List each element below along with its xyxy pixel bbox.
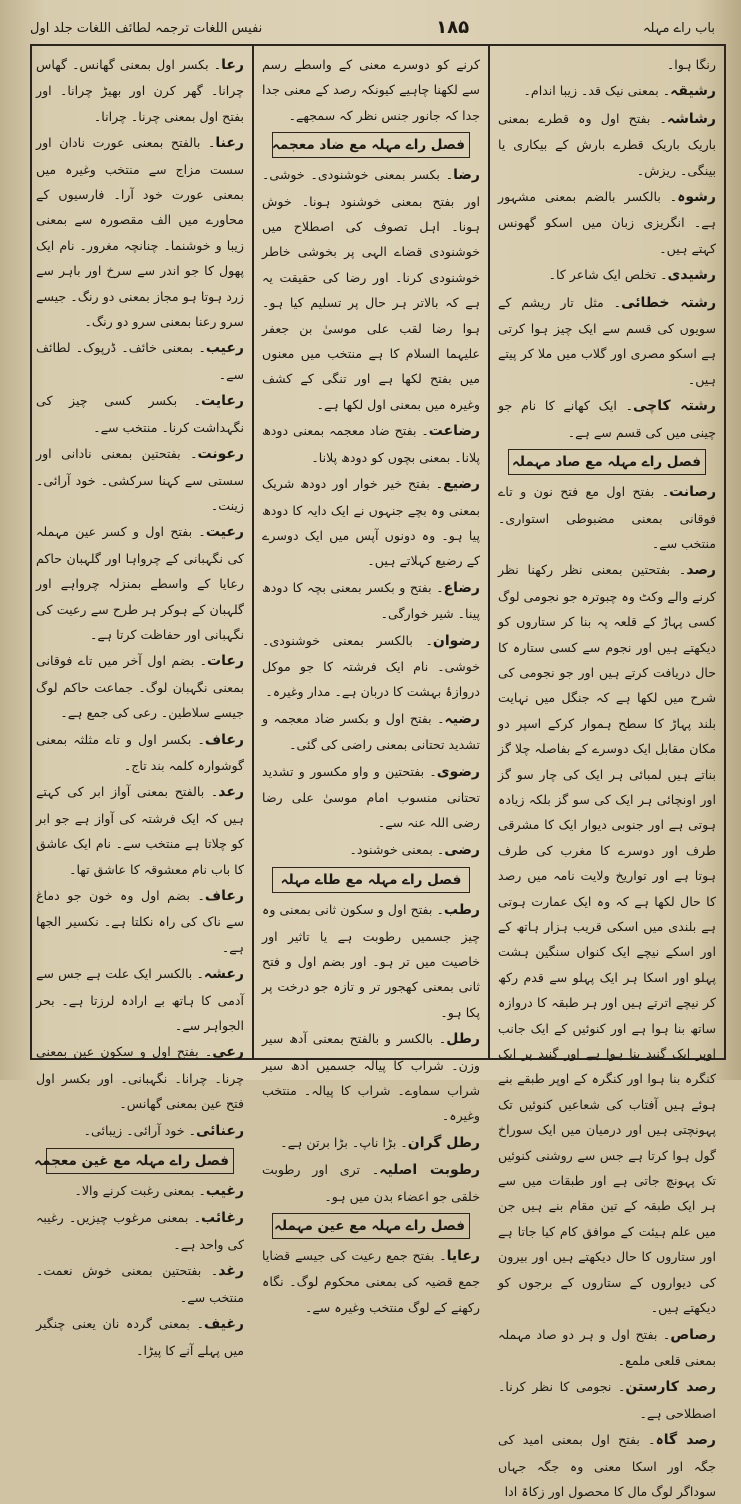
- page-header: [30, 14, 715, 42]
- dictionary-entry: [262, 1130, 480, 1156]
- entry-headword: رصانت: [669, 484, 716, 501]
- dictionary-entry: [262, 759, 480, 836]
- dictionary-entry: [36, 648, 244, 725]
- entry-definition: ۔ بمعنی گردہ نان یعنی چنگیر میں پہلے آنے کا پیڑا۔: [36, 1316, 244, 1358]
- dictionary-entry: [262, 1243, 480, 1320]
- entry-headword: رصد: [686, 562, 716, 579]
- dictionary-entry: [36, 441, 244, 518]
- entry-headword: رطب: [443, 902, 480, 919]
- entry-headword: رضاع: [443, 579, 480, 596]
- entry-definition: ۔ بفتحتین و واو مکسور و تشدید تحتانی منسوب امام موسیٰ علی رضا رضی اللہ عنہ سے۔: [262, 763, 480, 831]
- entry-headword: رشیقہ: [670, 83, 716, 100]
- entry-headword: رضوان: [432, 632, 480, 649]
- entry-definition: ۔ بالفتح بمعنی عورت نادان اور سست مزاج سے منتخب وغیرہ میں بمعنی عورت خود آرا۔ فارسیوں کے محاورے میں الف مقصورہ سے بمعنی زیبا و خوشنما۔ چنانچہ مغرور۔ نام ایک پھول کا جو اندر سے سرخ اور باہر سے زرد ہوتا ہو مجاز بمعنی دو رنگ۔ جیسے سرو رعنا بمعنی سرو دو رنگ۔: [36, 135, 244, 330]
- entry-definition: ۔ بفتح اول بمعنی امید کی جگہ اور اسکا معنی وہ جگہ جہاں سوداگر لوگ مال کا محصول اور زکاۃ ادا: [498, 1432, 716, 1499]
- entry-definition: ۔ بکسر کسی چیز کی نگہداشت کرنا۔ منتخب سے۔: [36, 393, 244, 435]
- dictionary-entry: [262, 52, 480, 128]
- entry-definition: ۔ بمعنی خوشنود۔: [349, 841, 445, 857]
- dictionary-entry: [498, 52, 716, 77]
- entry-headword: رطوبت اصلیہ: [379, 1162, 480, 1179]
- entry-definition: ۔ نجومی کا نظر کرنا۔ اصطلاحی ہے۔: [498, 1379, 716, 1421]
- dictionary-entry: [36, 519, 244, 647]
- dictionary-entry: [498, 290, 716, 393]
- entry-headword: رغد: [218, 1263, 244, 1280]
- dictionary-entry: [36, 727, 244, 779]
- entry-definition: ۔ بالکسر ایک علت ہے جس سے آدمی کا ہاتھ بے ارادہ لرزتا ہے۔ بحر الجواہر سے۔: [36, 966, 244, 1034]
- entry-headword: رعونت: [197, 446, 244, 463]
- entry-definition: ۔ بمعنی مرغوب چیزیں۔ رغیبہ کی واحد ہے۔: [36, 1210, 244, 1252]
- entry-headword: رصد گاہ: [655, 1432, 716, 1449]
- dictionary-entry: [262, 628, 480, 705]
- dictionary-entry: [36, 883, 244, 960]
- section-heading: فصل راے مہلہ مع صاد مہملہ: [508, 449, 706, 475]
- dictionary-entry: [36, 961, 244, 1038]
- entry-headword: رعایت: [201, 393, 244, 410]
- entry-headword: رضاعت: [428, 423, 480, 440]
- dictionary-entry: [262, 162, 480, 417]
- dictionary-entry: [498, 184, 716, 261]
- entry-headword: رطل: [446, 1031, 480, 1048]
- entry-definition: ۔ بمعنی خائف۔ ڈرپوک۔ لطائف سے۔: [36, 340, 244, 382]
- dictionary-entry: [498, 1427, 716, 1504]
- entry-headword: رعنائی: [195, 1122, 244, 1139]
- entry-definition: ۔ بفتح اول و کسر عین مہملہ کی نگہبانی کے چرواہا اور گلہبان حاکم رعایا کے واسطے بمنزلہ چرواہے اور گلہبان کے ہوکر ہر طرح سے رعیت کی نگہبانی اور حفاظت کرتا ہے۔: [36, 524, 244, 642]
- entry-definition: ۔ بالکسر و بالفتح بمعنی آدھ سیر وزن۔ شراب کا پیالہ جسمیں آدھ سیر شراب سماوے۔ شراب کا پیالہ۔ منتخب وغیرہ۔: [262, 1031, 480, 1124]
- dictionary-entry: [36, 1205, 244, 1257]
- entry-definition: ۔ بالفتح بمعنی آواز ابر کی کہتے ہیں کہ ایک فرشتہ کی آواز ہے جو ابر کو چلاتا ہے منتخب سے۔ نام ایک عاشق کا باب نام معشوقہ کا عاشق تھا۔: [36, 784, 244, 877]
- entry-definition: ۔ بضم اول وہ خون جو دماغ سے ناک کی راہ نکلتا ہے۔ نکسیر الجھا ہے۔: [36, 888, 244, 955]
- entry-headword: رشتہ خطائی: [621, 294, 716, 311]
- entry-headword: رغیف: [203, 1316, 244, 1333]
- entry-headword: رعاف: [204, 731, 244, 748]
- entry-definition: ۔ مثل تار ریشم کے سویوں کی قسم سے ایک چیز ہوا کرتی ہے اسکو مصری اور گلاب میں ملا کر پیتے ہیں۔: [498, 294, 716, 387]
- dictionary-entry: [262, 1026, 480, 1129]
- entry-definition: ۔ بڑا ناپ۔ بڑا برتن ہے۔: [280, 1134, 408, 1150]
- entry-headword: رعیت: [205, 524, 244, 541]
- dictionary-entry: [262, 575, 480, 627]
- entry-headword: رضی: [444, 841, 480, 858]
- entry-headword: رضیہ: [444, 710, 480, 727]
- entry-headword: رصاص: [670, 1326, 716, 1343]
- dictionary-entry: [262, 706, 480, 758]
- dictionary-entry: [36, 52, 244, 129]
- entry-headword: رعات: [207, 653, 244, 670]
- entry-headword: رغائب: [201, 1210, 244, 1227]
- entry-definition: ۔ بکسر اول بمعنی گھانس۔ گھاس چرانا۔ گھر کرن اور بھیڑ چرانا۔ اور بفتح اول بمعنی چرنا۔ چرانا۔: [36, 57, 244, 124]
- entry-definition: ۔ بکسر بمعنی خوشنودی۔ خوشی۔ اور بفتح بمعنی خوشنود ہونا۔ خوش ہونا۔ اہل تصوف کی اصطلاح میں خوشنودی قضاے الہی پر بخوشی خاطر خوشنودی کرنا۔ اور رضا کی حقیقت یہ ہے کہ بالاتر ہر حال پر تسلیم کیا ہو۔ ہوا رضا لقب علی موسیٰ بن جعفر علیہما السلام کا ہے منتخب میں معنوں میں بفتح لکھا ہے اور تنگی کے کشف وغیرہ میں بمعنی اول لکھا ہے۔: [262, 167, 480, 412]
- header-left-title: نفیس اللغات ترجمہ لطائف اللغات جلد اول: [30, 20, 263, 36]
- entry-definition: ۔ بفتح و بکسر بمعنی بچہ کا دودھ پینا۔ شیر خوارگی۔: [262, 579, 480, 622]
- entry-definition: ۔ بفتح اول و سکون عین بمعنی چرنا۔ چرانا۔ نگہبانی۔ اور بکسر اول فتح عین بمعنی گھانس۔: [36, 1044, 244, 1112]
- dictionary-entry: [36, 1118, 244, 1144]
- dictionary-entry: [498, 262, 716, 288]
- entry-headword: رضوی: [436, 763, 480, 780]
- entry-definition: ۔ بمعنی نیک قد۔ زیبا اندام۔: [523, 83, 671, 99]
- dictionary-entry: [498, 106, 716, 183]
- entry-definition: ۔ بفتح ضاد معجمہ بمعنی دودھ پلانا۔ بمعنی بچوں کو دودھ پلانا۔: [262, 423, 480, 465]
- dictionary-entry: [498, 479, 716, 556]
- entry-headword: رطل گران: [407, 1134, 480, 1151]
- dictionary-entry: [498, 393, 716, 445]
- dictionary-entry: [36, 1258, 244, 1310]
- entry-definition: ۔ بفتحتین بمعنی نادانی اور سستی سے کہنا سرکشی۔ خود آرائی۔ زینت۔: [36, 446, 244, 513]
- entry-definition: ۔ بفتح اول وہ قطرے بمعنی باریک باریک قطرے بارش کے بیکاری یا بینگی۔ ریزش۔: [498, 110, 716, 178]
- column-middle: [252, 46, 488, 1315]
- dictionary-entry: [498, 557, 716, 1320]
- dictionary-entry: [36, 130, 244, 334]
- column-right: [488, 46, 724, 1499]
- entry-headword: رصد کارستن: [625, 1379, 717, 1396]
- dictionary-entry: [262, 418, 480, 470]
- entry-definition: ۔ بالکسر بمعنی خوشنودی۔ خوشی۔ نام ایک فرشتہ کا جو موکل دروازۂ بہشت کا دربان ہے۔ مدار وغیرہ۔: [262, 632, 480, 700]
- entry-headword: رشیدی: [667, 267, 716, 284]
- section-heading: فصل راے مہلہ مع ضاد معجمہ: [272, 132, 470, 158]
- dictionary-entry: [36, 1311, 244, 1363]
- entry-definition: ۔ خود آرائی۔ زیبائی۔: [83, 1122, 196, 1138]
- entry-definition: کرنے کو دوسرے معنی کے واسطے رسم سے لکھنا چاہیے کیونکہ رصد کے معنی جدا جدا کہ جانور جنس نظر کہ سمجھے۔: [262, 57, 480, 123]
- dictionary-entry: [36, 335, 244, 387]
- entry-headword: رغیب: [205, 1183, 244, 1200]
- dictionary-entry: [498, 78, 716, 104]
- dictionary-entry: [36, 1039, 244, 1116]
- dictionary-entry: [36, 388, 244, 440]
- entry-headword: رضا: [453, 167, 480, 184]
- entry-headword: رشتہ کاچی: [633, 398, 716, 415]
- entry-headword: رعیب: [205, 340, 244, 357]
- entry-definition: ۔ بفتحتین بمعنی نظر رکھنا نظر کرنے والے وکٹ وہ چبوترہ جو نجومی لوگ کسی پہاڑ کے قلعہ پہ بنا کر ستاروں کو دیکھتے ہیں اور نجوم سے کسی ستارہ کا حال دریافت کرتے ہیں اور جو نجومی کی شرح میں لکھا ہے کہ جنگل میں نہایت بلند پہاڑ کا سطح ہموار کرکے اسپر دو مکان مقابل ایک دوسرے کے بفاصلہ چلا گز بناتے ہیں لمبائی ہر ایک کی چار سو گز اور اونچائی ہر ایک کی سو گز بلکہ زیادہ ہوتی ہے اور جنوبی دیوار ایک کا مشرقی طرف اور دوسرے کا مغرب کی طرف ہوتا ہے اور تواریخ ولایت نامہ میں رصد کا حال لکھا ہے کہ وہ ایک عمارت ہوتی ہے بلندی میں اسکی قریب ہزار ہاتھ کے اور اسکے نیچے ایک کنواں سنگین ہشت پہلو اور اسکا ہر ایک پہلو سے قدم رکھ کر نیچے اترتے ہیں اور ہر طبقہ کا دروازہ ساتھ بنا ہوا ہے اور کنوئیں کے ایک جانب اوپر ایک گنبد بنا ہوا ہے اور گنبد پر ایک کنگرہ بنا ہوا اور کنگرہ کے اوپر طبقے بنے ہوئے ہیں آفتاب کی شعاعیں کنوئیں تک پہونچتی ہیں اور درمیان میں ایک سوراخ گول ہوا کرتا ہے جس سے روشنی کنوئیں تک پہونچ جاتی ہے اور طبقات میں سے ہر ایک طبقہ کے تین مقام بنے ہیں جن میں علم ہیئت کے موافق کام کیا جاتا ہے اور ستاروں کا حال دیکھتے ہیں اور بیرون کی دیواروں کے ستاروں کے برجوں کو دیکھتے ہیں۔: [498, 562, 716, 1316]
- entry-definition: ۔ ایک کھانے کا نام جو چینی میں کی قسم سے ہے۔: [498, 398, 716, 440]
- entry-definition: ۔ بالکسر بالضم بمعنی مشہور ہے۔ انگریزی زبان میں اسکو گھونس کہتے ہیں۔: [498, 189, 716, 256]
- entry-definition: ۔ تری اور رطوبت خلقی جو اعضاء بدن میں ہو۔: [262, 1162, 480, 1204]
- entry-definition: ۔ بفتحتین بمعنی خوش نعمت۔ منتخب سے۔: [36, 1263, 244, 1305]
- entry-definition: ۔ بکسر اول و تاے مثلثہ بمعنی گوشوارہ کلمہ بند تاج۔: [36, 731, 244, 773]
- section-heading: فصل راے مہلہ مع طاے مہلہ: [272, 867, 470, 893]
- entry-definition: رنگا ہوا۔: [666, 57, 716, 72]
- entry-definition: ۔ بمعنی رغبت کرنے والا۔: [74, 1183, 206, 1199]
- entry-headword: رضیع: [443, 476, 480, 493]
- page-number: ۱۸۵: [436, 17, 470, 38]
- dictionary-entry: [36, 779, 244, 882]
- entry-definition: ۔ بفتح اول مع فتح نون و تاے فوقانی بمعنی مضبوطی استواری۔ منتخب سے۔: [498, 484, 716, 551]
- entry-definition: ۔ بفتح جمع رعیت کی جیسے قضایا جمع قضیہ کی بمعنی محکوم لوگ۔ نگاہ رکھنے کے لوگ منتخب وغیرہ سے۔: [262, 1248, 480, 1315]
- entry-definition: ۔ بضم اول آخر میں تاے فوقانی بمعنی نگہبان لوگ۔ جماعت حاکم لوگ جیسے سلاطین۔ رعی کی جمع ہے۔: [36, 653, 244, 721]
- section-heading: فصل راے مہلہ مع عین مہملہ: [272, 1213, 470, 1239]
- entry-headword: رعاف: [204, 888, 244, 904]
- dictionary-entry: [262, 471, 480, 574]
- column-left: [28, 46, 252, 1358]
- dictionary-entry: [262, 837, 480, 863]
- entry-definition: ۔ تخلص ایک شاعر کا۔: [548, 267, 668, 283]
- dictionary-entry: [498, 1374, 716, 1426]
- page-frame: [30, 44, 726, 1499]
- entry-definition: ۔ بفتح اول و بکسر ضاد معجمہ و تشدید تحتانی بمعنی راضی کی گئی۔: [262, 710, 480, 753]
- entry-headword: رعی: [212, 1044, 244, 1061]
- entry-definition: ۔ بفتح اول و سکون ثانی بمعنی وہ چیز جسمیں رطوبت ہے یا تاثیر اور خاصیت میں تر ہو۔ اور بضم اول و فتح ثانی بمعنی کھجور تر و تازہ جو درخت پر پکا ہو۔: [262, 902, 480, 1020]
- entry-definition: ۔ بفتح اول و ہر دو صاد مہملہ بمعنی قلعی ملمع۔: [498, 1326, 716, 1368]
- dictionary-entry: [262, 1157, 480, 1209]
- entry-headword: رعایا: [446, 1248, 480, 1265]
- entry-headword: رشوہ: [677, 189, 716, 206]
- entry-headword: رعد: [218, 784, 244, 801]
- dictionary-entry: [498, 1322, 716, 1374]
- dictionary-entry: [262, 897, 480, 1025]
- entry-headword: رشاشہ: [666, 110, 716, 127]
- section-heading: فصل راے مہلہ مع غین معجمہ: [46, 1148, 234, 1174]
- entry-headword: رعنا: [215, 135, 244, 152]
- entry-definition: ۔ بفتح خیر خوار اور دودھ شریک بمعنی وہ بچے جنہوں نے ایک دایہ کا دودھ پیا ہو۔ وہ دونوں آپس میں ایک دوسرے کے رضیع کہلاتے ہیں۔: [262, 476, 480, 569]
- entry-headword: رعشہ: [203, 966, 244, 983]
- header-right-title: باب راے مہلہ: [642, 20, 715, 36]
- dictionary-entry: [36, 1178, 244, 1204]
- entry-headword: رعا: [221, 57, 244, 73]
